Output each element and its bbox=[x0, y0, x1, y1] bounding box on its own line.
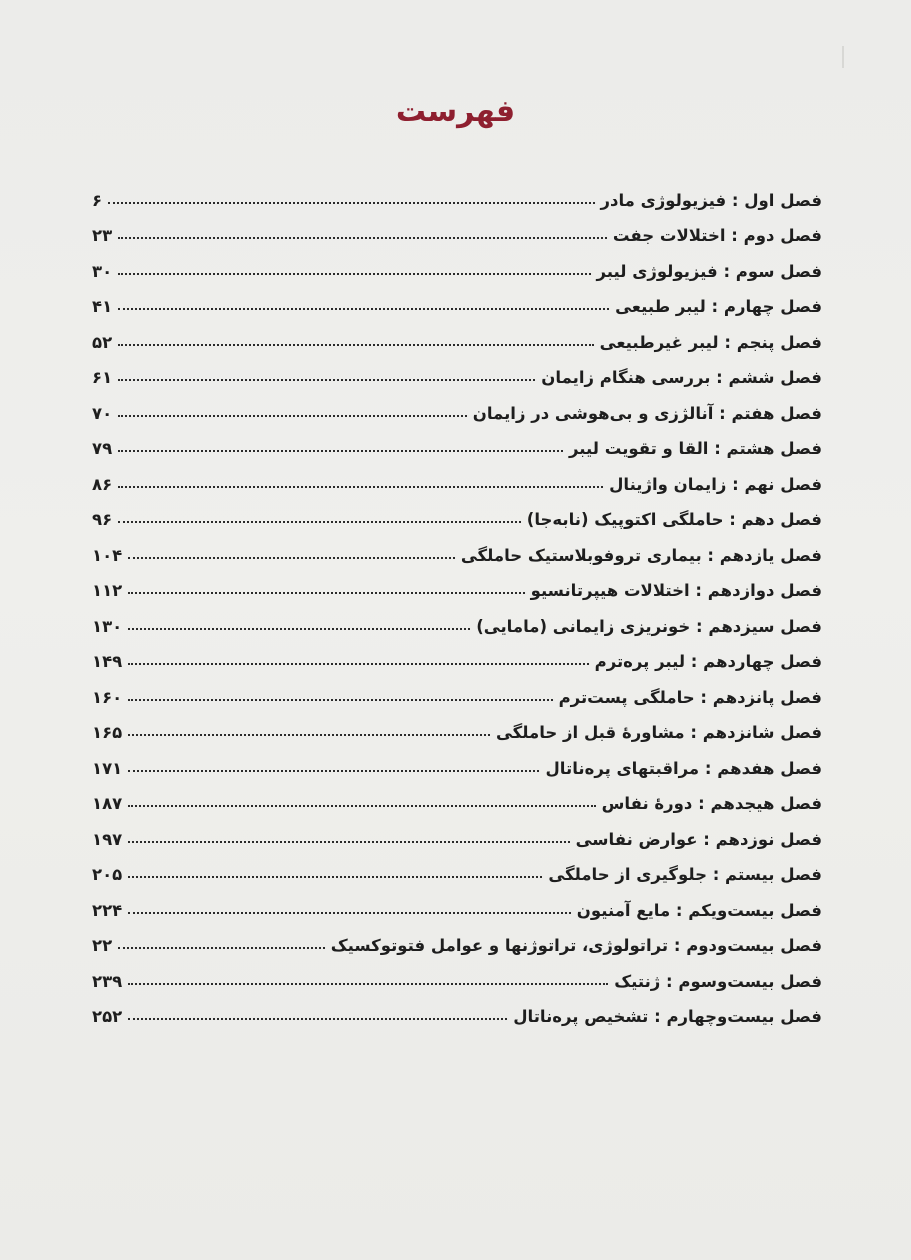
toc-dot-leader bbox=[118, 308, 609, 310]
toc-entry-title: فصل دهم : حاملگی اکتوپیک (نابه‌جا) bbox=[526, 510, 822, 529]
toc-dot-leader bbox=[128, 805, 595, 807]
toc-entry-page-number: ۲۳ bbox=[92, 226, 113, 245]
toc-dot-leader bbox=[128, 841, 569, 843]
toc-entry-page-number: ۱۶۰ bbox=[92, 687, 123, 707]
toc-entry bbox=[92, 920, 822, 956]
toc-entry bbox=[92, 991, 822, 1027]
toc-entry-page-number: ۱۴۹ bbox=[92, 652, 123, 671]
toc-entry-page-number: ۱۳۰ bbox=[92, 616, 123, 636]
toc-entry bbox=[92, 210, 822, 246]
toc-entry bbox=[92, 742, 822, 778]
toc-entry-title: فصل ششم : بررسی هنگام زایمان bbox=[541, 368, 822, 387]
page-title: فهرست bbox=[395, 94, 516, 129]
toc-entry-title: فصل بیست‌ویکم : مایع آمنیون bbox=[576, 900, 822, 920]
toc-entry bbox=[92, 671, 822, 707]
toc-entry-page-number: ۵۲ bbox=[92, 332, 113, 352]
toc-dot-leader bbox=[118, 486, 603, 488]
toc-entry bbox=[92, 636, 822, 672]
toc-entry-page-number: ۲۵۲ bbox=[92, 1007, 123, 1026]
toc-entry bbox=[92, 884, 822, 920]
toc-entry bbox=[92, 316, 822, 352]
toc-entry-title: فصل سوم : فیزیولوژی لیبر bbox=[596, 261, 822, 281]
toc-entry bbox=[92, 423, 822, 459]
toc-dot-leader bbox=[128, 770, 539, 772]
toc-entry-page-number: ۱۶۵ bbox=[92, 723, 123, 742]
toc-dot-leader bbox=[118, 450, 563, 452]
toc-entry bbox=[92, 494, 822, 530]
toc-entry-title: فصل هفدهم : مراقبتهای پره‌ناتال bbox=[545, 758, 822, 778]
toc-entry-page-number: ۱۸۷ bbox=[92, 794, 123, 813]
toc-entry-title: فصل پنجم : لیبر غیرطبیعی bbox=[599, 332, 822, 352]
toc-entry-page-number: ۶ bbox=[92, 190, 103, 210]
toc-entry-page-number: ۱۱۲ bbox=[92, 581, 123, 600]
toc-entry bbox=[92, 707, 822, 743]
toc-entry bbox=[92, 352, 822, 388]
toc-dot-leader bbox=[128, 592, 524, 594]
toc-entry-page-number: ۴۱ bbox=[92, 297, 113, 316]
toc-entry-page-number: ۸۶ bbox=[92, 474, 113, 494]
toc-dot-leader bbox=[118, 521, 521, 523]
toc-entry-page-number: ۷۹ bbox=[92, 439, 113, 458]
toc-entry-title: فصل بیست‌وسوم : ژنتیک bbox=[614, 971, 822, 991]
toc-entry-page-number: ۶۱ bbox=[92, 368, 113, 387]
toc-entry-title: فصل دوم : اختلالات جفت bbox=[612, 226, 822, 245]
toc-entry bbox=[92, 778, 822, 814]
toc-entry bbox=[92, 174, 822, 210]
toc-entry-page-number: ۲۳۹ bbox=[92, 971, 123, 991]
toc-entry-title: فصل سیزدهم : خونریزی زایمانی (مامایی) bbox=[476, 616, 822, 636]
toc-dot-leader bbox=[108, 202, 594, 204]
toc-entry-title: فصل نوزدهم : عوارض نفاسی bbox=[575, 829, 822, 849]
table-of-contents bbox=[92, 174, 822, 1026]
toc-entry bbox=[92, 600, 822, 636]
toc-dot-leader bbox=[128, 983, 608, 985]
toc-entry bbox=[92, 955, 822, 991]
toc-entry bbox=[92, 387, 822, 423]
toc-entry bbox=[92, 813, 822, 849]
toc-entry-title: فصل بیستم : جلوگیری از حاملگی bbox=[548, 865, 822, 884]
toc-dot-leader bbox=[118, 237, 607, 239]
toc-entry-title: فصل دوازدهم : اختلالات هیپرتانسیو bbox=[530, 581, 822, 600]
toc-entry-title: فصل چهاردهم : لیبر پره‌ترم bbox=[594, 652, 822, 671]
toc-entry-page-number: ۱۹۷ bbox=[92, 829, 123, 849]
toc-entry-page-number: ۱۰۴ bbox=[92, 545, 123, 565]
toc-entry-title: فصل بیست‌ودوم : تراتولوژی، تراتوژنها و عوامل فتوتوکسیک bbox=[330, 936, 822, 955]
toc-dot-leader bbox=[128, 1018, 507, 1020]
toc-entry-page-number: ۳۰ bbox=[92, 261, 113, 281]
toc-dot-leader bbox=[118, 273, 590, 275]
toc-entry-title: فصل هفتم : آنالژزی و بی‌هوشی در زایمان bbox=[472, 403, 822, 423]
toc-dot-leader bbox=[118, 344, 593, 346]
toc-entry-title: فصل بیست‌وچهارم : تشخیص پره‌ناتال bbox=[513, 1007, 822, 1026]
toc-dot-leader bbox=[128, 557, 455, 559]
toc-dot-leader bbox=[128, 699, 552, 701]
toc-entry-title: فصل چهارم : لیبر طبیعی bbox=[615, 297, 822, 316]
toc-entry-page-number: ۷۰ bbox=[92, 403, 113, 423]
toc-dot-leader bbox=[128, 734, 490, 736]
toc-dot-leader bbox=[118, 379, 535, 381]
toc-entry bbox=[92, 458, 822, 494]
toc-entry-title: فصل نهم : زایمان واژینال bbox=[609, 474, 822, 494]
toc-entry-title: فصل یازدهم : بیماری تروفوبلاستیک حاملگی bbox=[460, 545, 822, 565]
page-edge-mark bbox=[842, 46, 844, 68]
toc-entry-page-number: ۹۶ bbox=[92, 510, 113, 529]
toc-entry bbox=[92, 529, 822, 565]
toc-dot-leader bbox=[128, 628, 470, 630]
toc-dot-leader bbox=[118, 947, 325, 949]
toc-entry-page-number: ۲۲۴ bbox=[92, 900, 123, 920]
toc-entry-title: فصل شانزدهم : مشاورهٔ قبل از حاملگی bbox=[495, 723, 822, 742]
toc-dot-leader bbox=[128, 912, 571, 914]
toc-entry-page-number: ۱۷۱ bbox=[92, 758, 123, 778]
toc-dot-leader bbox=[128, 663, 588, 665]
toc-dot-leader bbox=[118, 415, 467, 417]
toc-entry-title: فصل هشتم : القا و تقویت لیبر bbox=[569, 439, 822, 458]
toc-entry bbox=[92, 565, 822, 601]
toc-entry bbox=[92, 281, 822, 317]
toc-entry-page-number: ۲۰۵ bbox=[92, 865, 123, 884]
toc-dot-leader bbox=[128, 876, 542, 878]
toc-entry bbox=[92, 849, 822, 885]
toc-entry-page-number: ۲۲ bbox=[92, 936, 113, 955]
toc-entry bbox=[92, 245, 822, 281]
toc-entry-title: فصل هیجدهم : دورهٔ نفاس bbox=[601, 794, 822, 813]
toc-entry-title: فصل پانزدهم : حاملگی پست‌ترم bbox=[558, 687, 822, 707]
toc-entry-title: فصل اول : فیزیولوژی مادر bbox=[600, 190, 822, 210]
